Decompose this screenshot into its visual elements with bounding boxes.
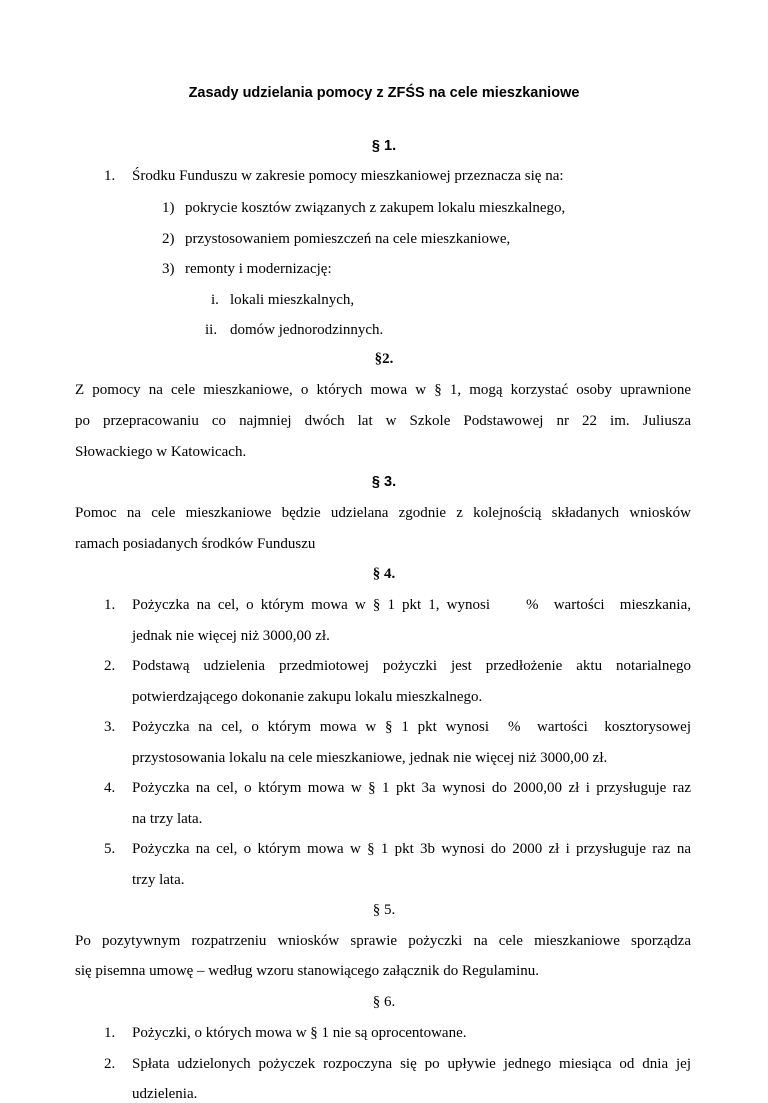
s1-roman-1-text: lokali mieszkalnych, xyxy=(230,292,355,308)
s3-line-1: Pomoc na cele mieszkaniowe będzie udzielana zgodnie z kolejnością składanych wniosków xyxy=(75,505,691,521)
section-1-heading: § 1. xyxy=(371,138,397,154)
s1-roman-2-number: ii. xyxy=(205,322,218,338)
s4-item-4-line-1: Pożyczka na cel, o którym mowa w § 1 pkt 3a wynosi do 2000,00 zł i przysługuje raz xyxy=(132,780,691,796)
section-6-heading: § 6. xyxy=(372,994,396,1010)
s2-line-1: Z pomocy na cele mieszkaniowe, o których mowa w § 1, mogą korzystać osoby uprawnione xyxy=(75,382,691,398)
s4-item-4-number: 4. xyxy=(104,780,116,796)
s4-item-2-line-2: potwierdzającego dokonanie zakupu lokalu mieszkalnego. xyxy=(132,689,483,705)
s6-item-2-line-1: Spłata udzielonych pożyczek rozpoczyna się po upływie jednego miesiąca od dnia jej xyxy=(132,1056,691,1072)
section-3-heading: § 3. xyxy=(371,474,397,490)
section-5-heading: § 5. xyxy=(372,902,396,918)
s6-item-2-line-2: udzielenia. xyxy=(132,1086,198,1102)
s4-item-3-line-1b: % wartości kosztorysowej xyxy=(508,719,691,735)
s1-sub-3-text: remonty i modernizację: xyxy=(185,261,332,277)
s4-item-5-number: 5. xyxy=(104,841,116,857)
s1-sub-2-number: 2) xyxy=(162,231,175,247)
s4-item-3-line-1a: Pożyczka na cel, o którym mowa w § 1 pkt wynosi xyxy=(132,719,489,735)
s4-item-1-line-1a: Pożyczka na cel, o którym mowa w § 1 pkt 1, wynosi xyxy=(132,597,490,613)
s2-line-2: po przepracowaniu co najmniej dwóch lat w Szkole Podstawowej nr 22 im. Juliusza xyxy=(75,413,691,429)
s4-item-2-line-1: Podstawą udzielenia przedmiotowej pożyczki jest przedłożenie aktu notarialnego xyxy=(132,658,691,674)
s1-sub-1-text: pokrycie kosztów związanych z zakupem lokalu mieszkalnego, xyxy=(185,200,566,216)
s1-roman-1-number: i. xyxy=(211,292,219,308)
s5-line-2: się pisemna umowę – według wzoru stanowiącego załącznik do Regulaminu. xyxy=(75,963,540,979)
s6-item-1-line-1: Pożyczki, o których mowa w § 1 nie są oprocentowane. xyxy=(132,1025,467,1041)
s6-item-1-number: 1. xyxy=(104,1025,116,1041)
s4-item-1-line-1b: % wartości mieszkania, xyxy=(526,597,691,613)
s1-item-1-text: Środku Funduszu w zakresie pomocy mieszkaniowej przeznacza się na: xyxy=(132,168,564,184)
s4-item-3-line-2: przystosowania lokalu na cele mieszkaniowe, jednak nie więcej niż 3000,00 zł. xyxy=(132,750,608,766)
s4-item-4-line-2: na trzy lata. xyxy=(132,811,203,827)
s5-line-1: Po pozytywnym rozpatrzeniu wniosków sprawie pożyczki na cele mieszkaniowe sporządza xyxy=(75,933,691,949)
s4-item-1-line-2: jednak nie więcej niż 3000,00 zł. xyxy=(132,628,330,644)
s1-roman-2-text: domów jednorodzinnych. xyxy=(230,322,384,338)
s1-sub-3-number: 3) xyxy=(162,261,175,277)
s4-item-5-line-2: trzy lata. xyxy=(132,872,185,888)
s4-item-5-line-1: Pożyczka na cel, o którym mowa w § 1 pkt 3b wynosi do 2000 zł i przysługuje raz na xyxy=(132,841,691,857)
s1-item-1-number: 1. xyxy=(104,168,116,184)
s1-sub-1-number: 1) xyxy=(162,200,175,216)
s4-item-2-number: 2. xyxy=(104,658,116,674)
section-2-heading: §2. xyxy=(374,351,394,367)
s1-sub-2-text: przystosowaniem pomieszczeń na cele mieszkaniowe, xyxy=(185,231,511,247)
s2-line-3: Słowackiego w Katowicach. xyxy=(75,444,247,460)
s4-item-3-number: 3. xyxy=(104,719,116,735)
s3-line-2: ramach posiadanych środków Funduszu xyxy=(75,536,316,552)
s6-item-2-number: 2. xyxy=(104,1056,116,1072)
section-4-heading: § 4. xyxy=(372,566,396,582)
s4-item-1-number: 1. xyxy=(104,597,116,613)
document-title: Zasady udzielania pomocy z ZFŚS na cele mieszkaniowe xyxy=(188,85,580,101)
